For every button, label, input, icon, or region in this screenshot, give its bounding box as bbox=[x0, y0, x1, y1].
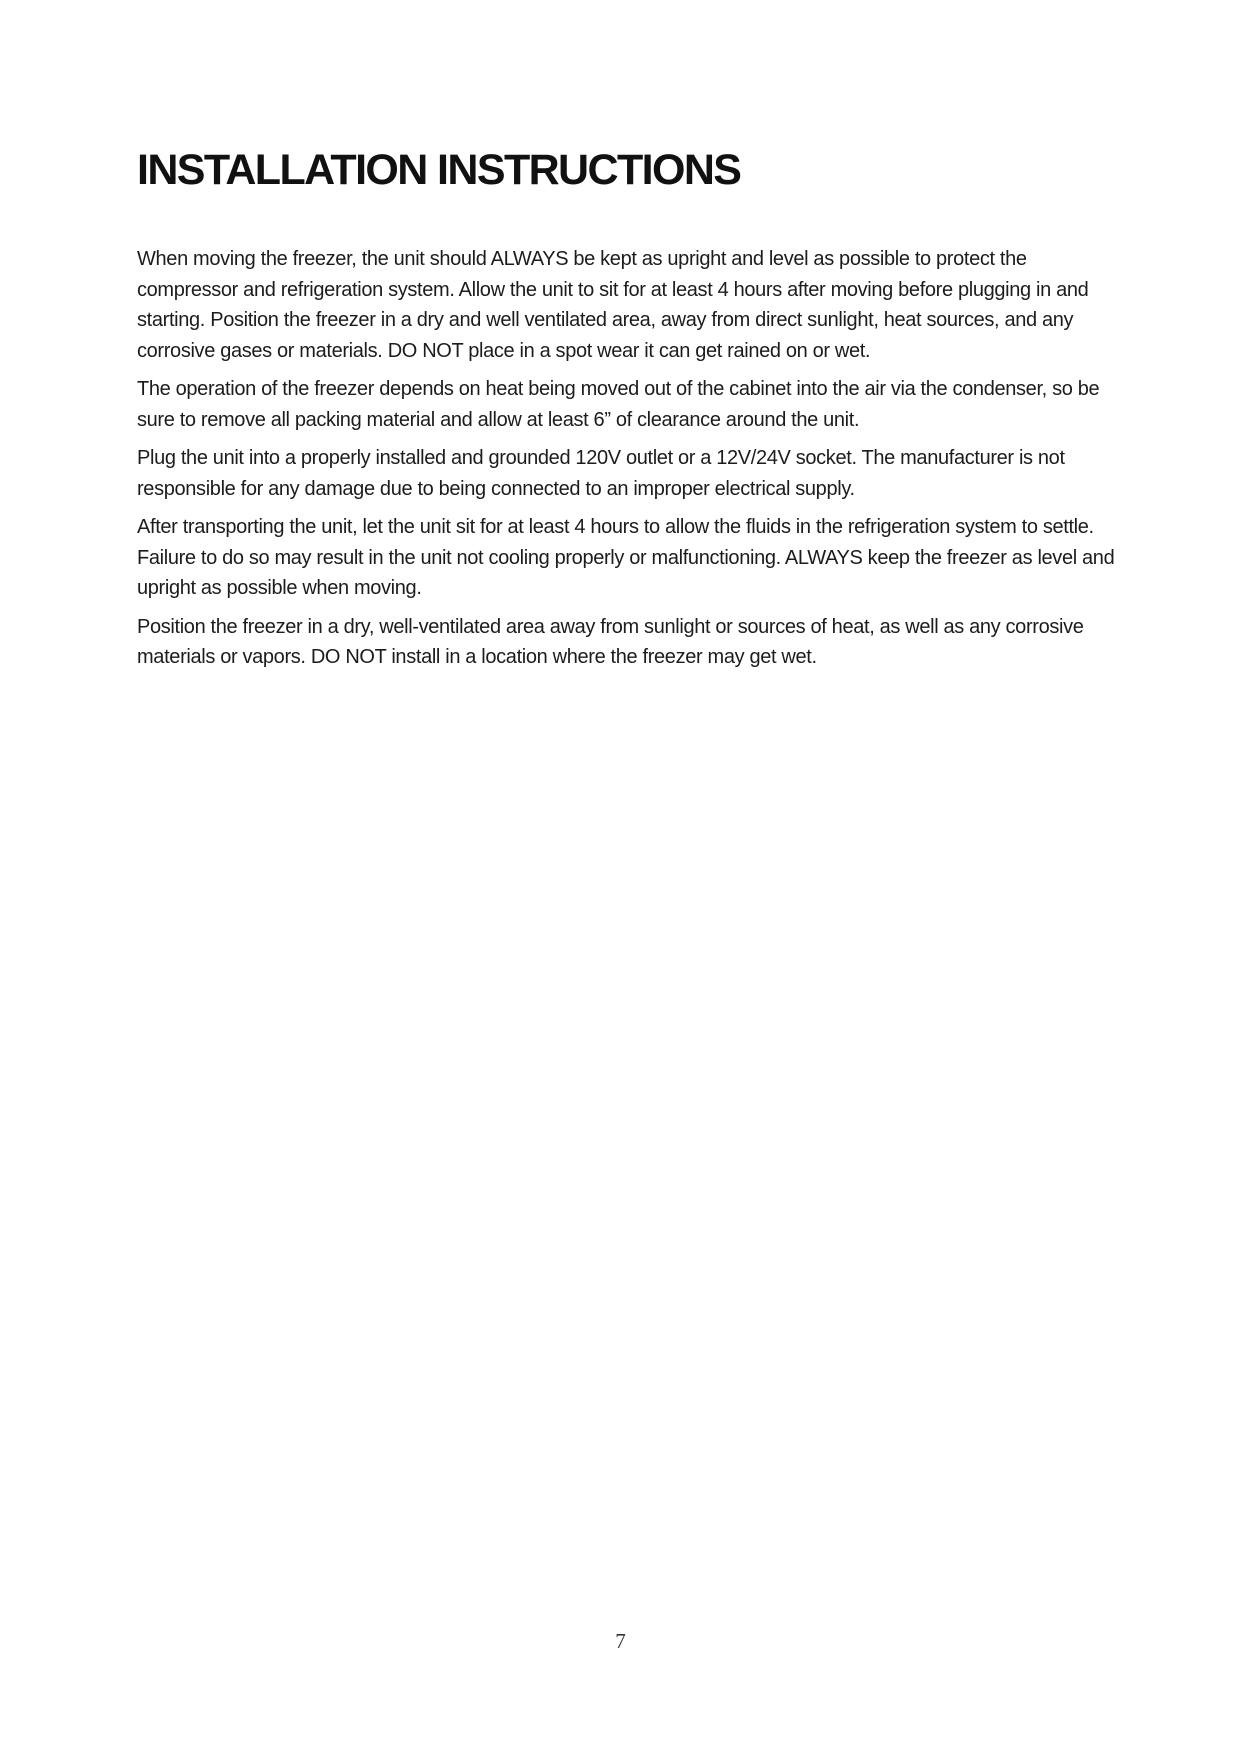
paragraph-transport: After transporting the unit, let the unit sit for at least 4 hours to allow the fluids in the refrigeration system to settle. Failure to do so may result in the unit not cooling properly or malfunctioning. ALWAYS keep the freezer as level and upright as possible when moving. bbox=[137, 516, 1115, 599]
paragraph-location: Position the freezer in a dry, well-ventilated area away from sunlight or sources of heat, as well as any corrosive materials or vapors. DO NOT install in a location where the freezer may get wet. bbox=[137, 615, 1084, 668]
paragraph-power: Plug the unit into a properly installed and grounded 120V outlet or a 12V/24V socket. The manufacturer is not responsible for any damage due to being connected to an improper electrical supply. bbox=[137, 447, 1065, 500]
paragraph-clearance: The operation of the freezer depends on heat being moved out of the cabinet into the air via the condenser, so be sure to remove all packing material and allow at least 6” of clearance around the unit. bbox=[137, 378, 1100, 431]
page-number: 7 bbox=[615, 1629, 626, 1653]
page-title: INSTALLATION INSTRUCTIONS bbox=[137, 146, 741, 194]
instructions-body bbox=[137, 244, 1117, 681]
paragraph-moving: When moving the freezer, the unit should ALWAYS be kept as upright and level as possible to protect the compressor and refrigeration system. Allow the unit to sit for at least 4 hours after moving before plugging in and starting. Position the freezer in a dry and well ventilated area, away from direct sunlight, heat sources, and any corrosive gases or materials. DO NOT place in a spot wear it can get rained on or wet. bbox=[137, 248, 1089, 362]
